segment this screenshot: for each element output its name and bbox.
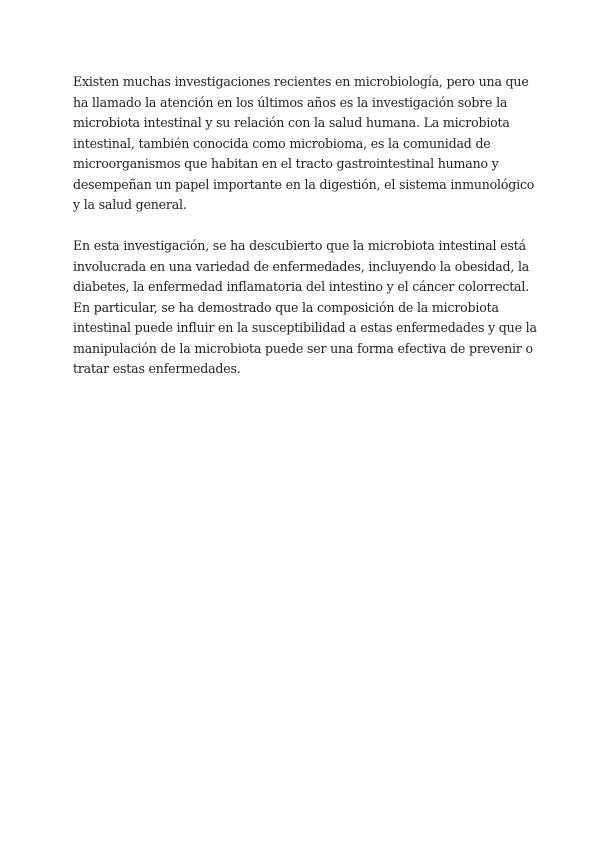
text-line: manipulación de la microbiota puede ser una forma efectiva de prevenir o [73, 340, 533, 356]
text-line: desempeñan un papel importante en la digestión, el sistema inmunológico [73, 176, 535, 192]
text-line: tratar estas enfermedades. [73, 361, 241, 376]
text-line: microorganismos que habitan en el tracto gastrointestinal humano y [73, 156, 499, 171]
text-line: involucrada en una variedad de enfermedades, incluyendo la obesidad, la [73, 258, 530, 274]
text-line: En particular, se ha demostrado que la composición de la microbiota [73, 299, 499, 315]
text-line: microbiota intestinal y su relación con la salud humana. La microbiota [73, 115, 510, 130]
text-line: En esta investigación, se ha descubierto que la microbiota intestinal está [73, 238, 526, 253]
paragraph-1 [73, 72, 535, 216]
text-line: y la salud general. [73, 197, 187, 212]
text-line: Existen muchas investigaciones recientes en microbiología, pero una que [73, 74, 529, 89]
text-line: ha llamado la atención en los últimos años es la investigación sobre la [73, 94, 508, 110]
text-line: diabetes, la enfermedad inflamatoria del intestino y el cáncer colorrectal. [73, 279, 529, 294]
text-line: intestinal puede influir en la susceptibilidad a estas enfermedades y que la [73, 320, 537, 335]
text-line: intestinal, también conocida como microbioma, es la comunidad de [73, 135, 491, 151]
document-body [73, 72, 537, 400]
paragraph-2 [73, 236, 537, 380]
